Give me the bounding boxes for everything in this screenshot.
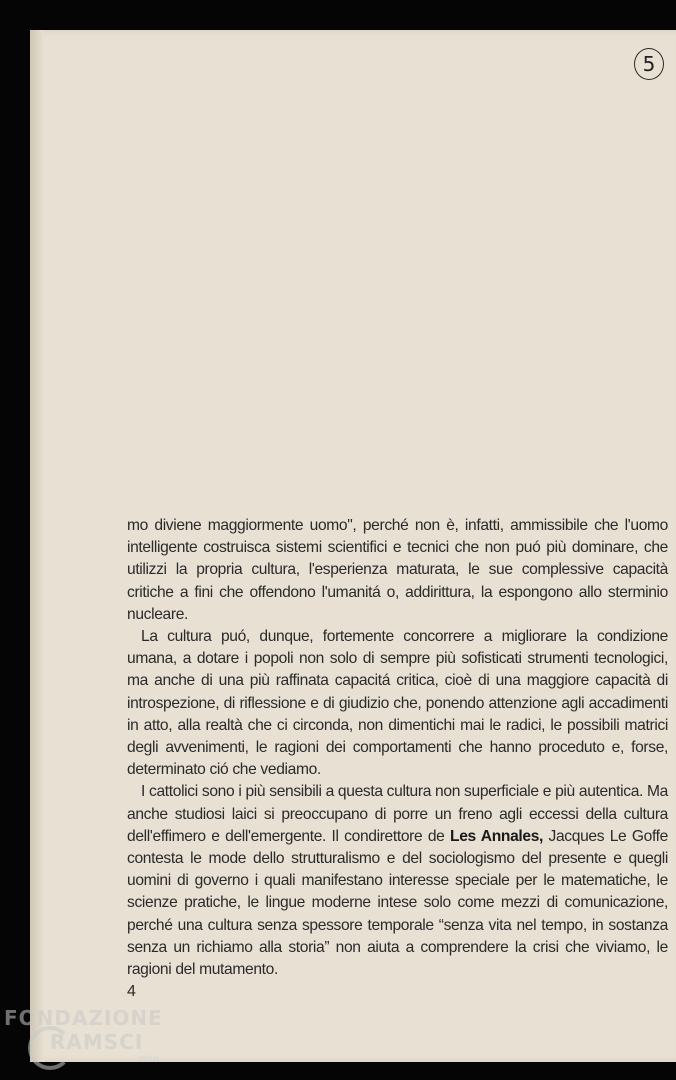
paragraph-1: mo diviene maggiormente uomo", perché non è, infatti, ammissibile che l'uomo intelligente costruisca sistemi scientifici e tecnici che non puó più dominare, che utilizzi la propria cultura, l'esperienza maturata, le sue complessive capacità critiche a fini che offendono l'umanitá o, addirittura, la espongono allo sterminio nucleare. [127,517,668,623]
watermark-small-text: onlus [138,1054,160,1063]
paragraph-3-text-before: I cattolici sono i più sensibili a questa cultura non superficiale e più autentica. Ma anche studiosi laici si preoccupano di porre un freno agli eccessi della cultura dell'effimero e dell'emergente. Il condirettore de [127,783,668,845]
body-text [127,515,668,981]
fondazione-gramsci-watermark [2,1004,172,1080]
paragraph-3 [127,781,668,981]
watermark-line-2: RAMSCI [50,1030,144,1054]
watermark-line-1: FONDAZIONE [4,1006,163,1030]
handwritten-folio-number: 5 [634,48,664,80]
paragraph-3-text-after: Jacques Le Goffe contesta le mode dello strutturalismo e del sociologismo del presente e quegli uomini di governo i quali manifestano interesse speciale per le matematiche, le scienze pratiche, le lingue moderne intese solo come mezzi di comunicazione, perché una cultura senza spessore temporale “senza vita nel tempo, in sostanza senza un richiamo alla storia” non aiuta a comprendere la crisi che viviamo, le ragioni del mutamento. [127,827,668,979]
journal-title: Les Annales, [450,827,543,845]
paragraph-2: La cultura puó, dunque, fortemente concorrere a migliorare la condizione umana, a dotare i popoli non solo di sempre più sofisticati strumenti tecnologici, ma anche di una più raffinata capacitá critica, cioè di una maggiore capacità di introspezione, di riflessione e di giudizio che, ponendo attenzione agli accadimenti in atto, alla realtà che ci circonda, non dimentichi mai le radici, le possibili matrici degli avvenimenti, le ragioni dei comportamenti che hanno proceduto e, forse, determinato ció che vediamo. [127,628,668,779]
page-spine-shadow [30,30,44,1062]
page-number: 4 [127,983,136,1000]
